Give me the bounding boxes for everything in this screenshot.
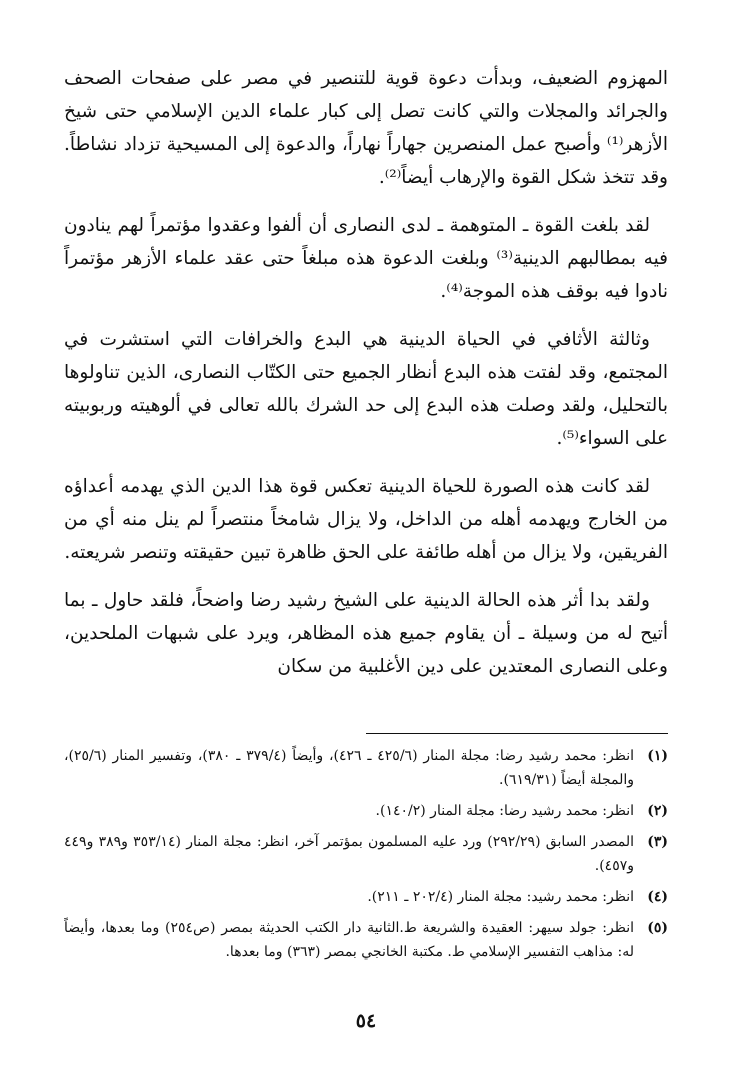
footnotes: [64, 744, 668, 971]
footnote-number: (٣): [647, 834, 668, 850]
footnote-1: [64, 744, 668, 792]
footnote-number: (٢): [647, 803, 668, 819]
main-text: [64, 62, 668, 683]
paragraph-2: لقد بلغت القوة ـ المتوهمة ـ لدى النصارى أن ألفوا وعقدوا مؤتمراً لهم ينادون فيه بمطالبهم الدينية⁽³⁾ وبلغت الدعوة هذه مبلغاً حتى عقد علماء الأزهر مؤتمراً نادوا فيه بوقف هذه الموجة⁽⁴⁾.: [64, 215, 668, 302]
footnote-text: انظر: محمد رشيد رضا: مجلة المنار (١٤٠/٢).: [375, 803, 634, 819]
footnote-5: [64, 916, 668, 964]
footnote-number: (٥): [647, 920, 668, 936]
footnote-number: (٤): [647, 889, 668, 905]
paragraph-3: وثالثة الأثافي في الحياة الدينية هي البدع والخرافات التي استشرت في المجتمع، وقد لفتت هذه البدع أنظار الجميع حتى الكتّاب النصارى، الذين تناولوها بالتحليل، ولقد وصلت هذه البدع إلى حد الشرك بالله تعالى في ألوهيته وربوبيته على السواء⁽⁵⁾.: [64, 329, 668, 449]
paragraph-1: المهزوم الضعيف، وبدأت دعوة قوية للتنصير في مصر على صفحات الصحف والجرائد والمجلات والتي كانت تصل إلى كبار علماء الدين الإسلامي حتى شيخ الأزهر⁽¹⁾ وأصبح عمل المنصرين جهاراً نهاراً، والدعوة إلى المسيحية تزداد نشاطاً. وقد تتخذ شكل القوة والإرهاب أيضاً⁽²⁾.: [64, 68, 668, 188]
footnote-4: [64, 885, 668, 909]
paragraph-4: لقد كانت هذه الصورة للحياة الدينية تعكس قوة هذا الدين الذي يهدمه أعداؤه من الخارج ويهدمه أهله من الداخل، ولا يزال شامخاً منتصراً لم ينل منه أي من الفريقين، ولا يزال من أهله طائفة على الحق ظاهرة تبين حقيقته وتنصر شريعته.: [64, 476, 668, 563]
footnote-divider: [366, 733, 668, 734]
footnote-text: انظر: محمد رشيد: مجلة المنار (٢٠٢/٤ ـ ٢١١).: [367, 889, 634, 905]
page-number: ٥٤: [355, 1010, 377, 1032]
paragraph-5: ولقد بدا أثر هذه الحالة الدينية على الشيخ رشيد رضا واضحاً، فلقد حاول ـ بما أتيح له من وسيلة ـ أن يقاوم جميع هذه المظاهر، ويرد على شبهات الملحدين، وعلى النصارى المعتدين على دين الأغلبية من سكان: [64, 590, 668, 677]
footnote-text: انظر: جولد سيهر: العقيدة والشريعة ط.الثانية دار الكتب الحديثة بمصر (ص٢٥٤) وما بعدها، وأيضاً له: مذاهب التفسير الإسلامي ط. مكتبة الخانجي بمصر (٣٦٣) وما بعدها.: [64, 920, 634, 960]
footnote-2: [64, 799, 668, 823]
footnote-3: [64, 830, 668, 878]
footnote-text: انظر: محمد رشيد رضا: مجلة المنار (٤٢٥/٦ ـ ٤٢٦)، وأيضاً (٣٧٩/٤ ـ ٣٨٠)، وتفسير المنار (٢٥/٦)، والمجلة أيضاً (٦١٩/٣١).: [64, 748, 634, 788]
footnote-number: (١): [647, 748, 668, 764]
footnote-text: المصدر السابق (٢٩٢/٢٩) ورد عليه المسلمون بمؤتمر آخر، انظر: مجلة المنار (٣٥٣/١٤ و٣٨٩ و٤٤٩ و٤٥٧).: [64, 834, 635, 874]
